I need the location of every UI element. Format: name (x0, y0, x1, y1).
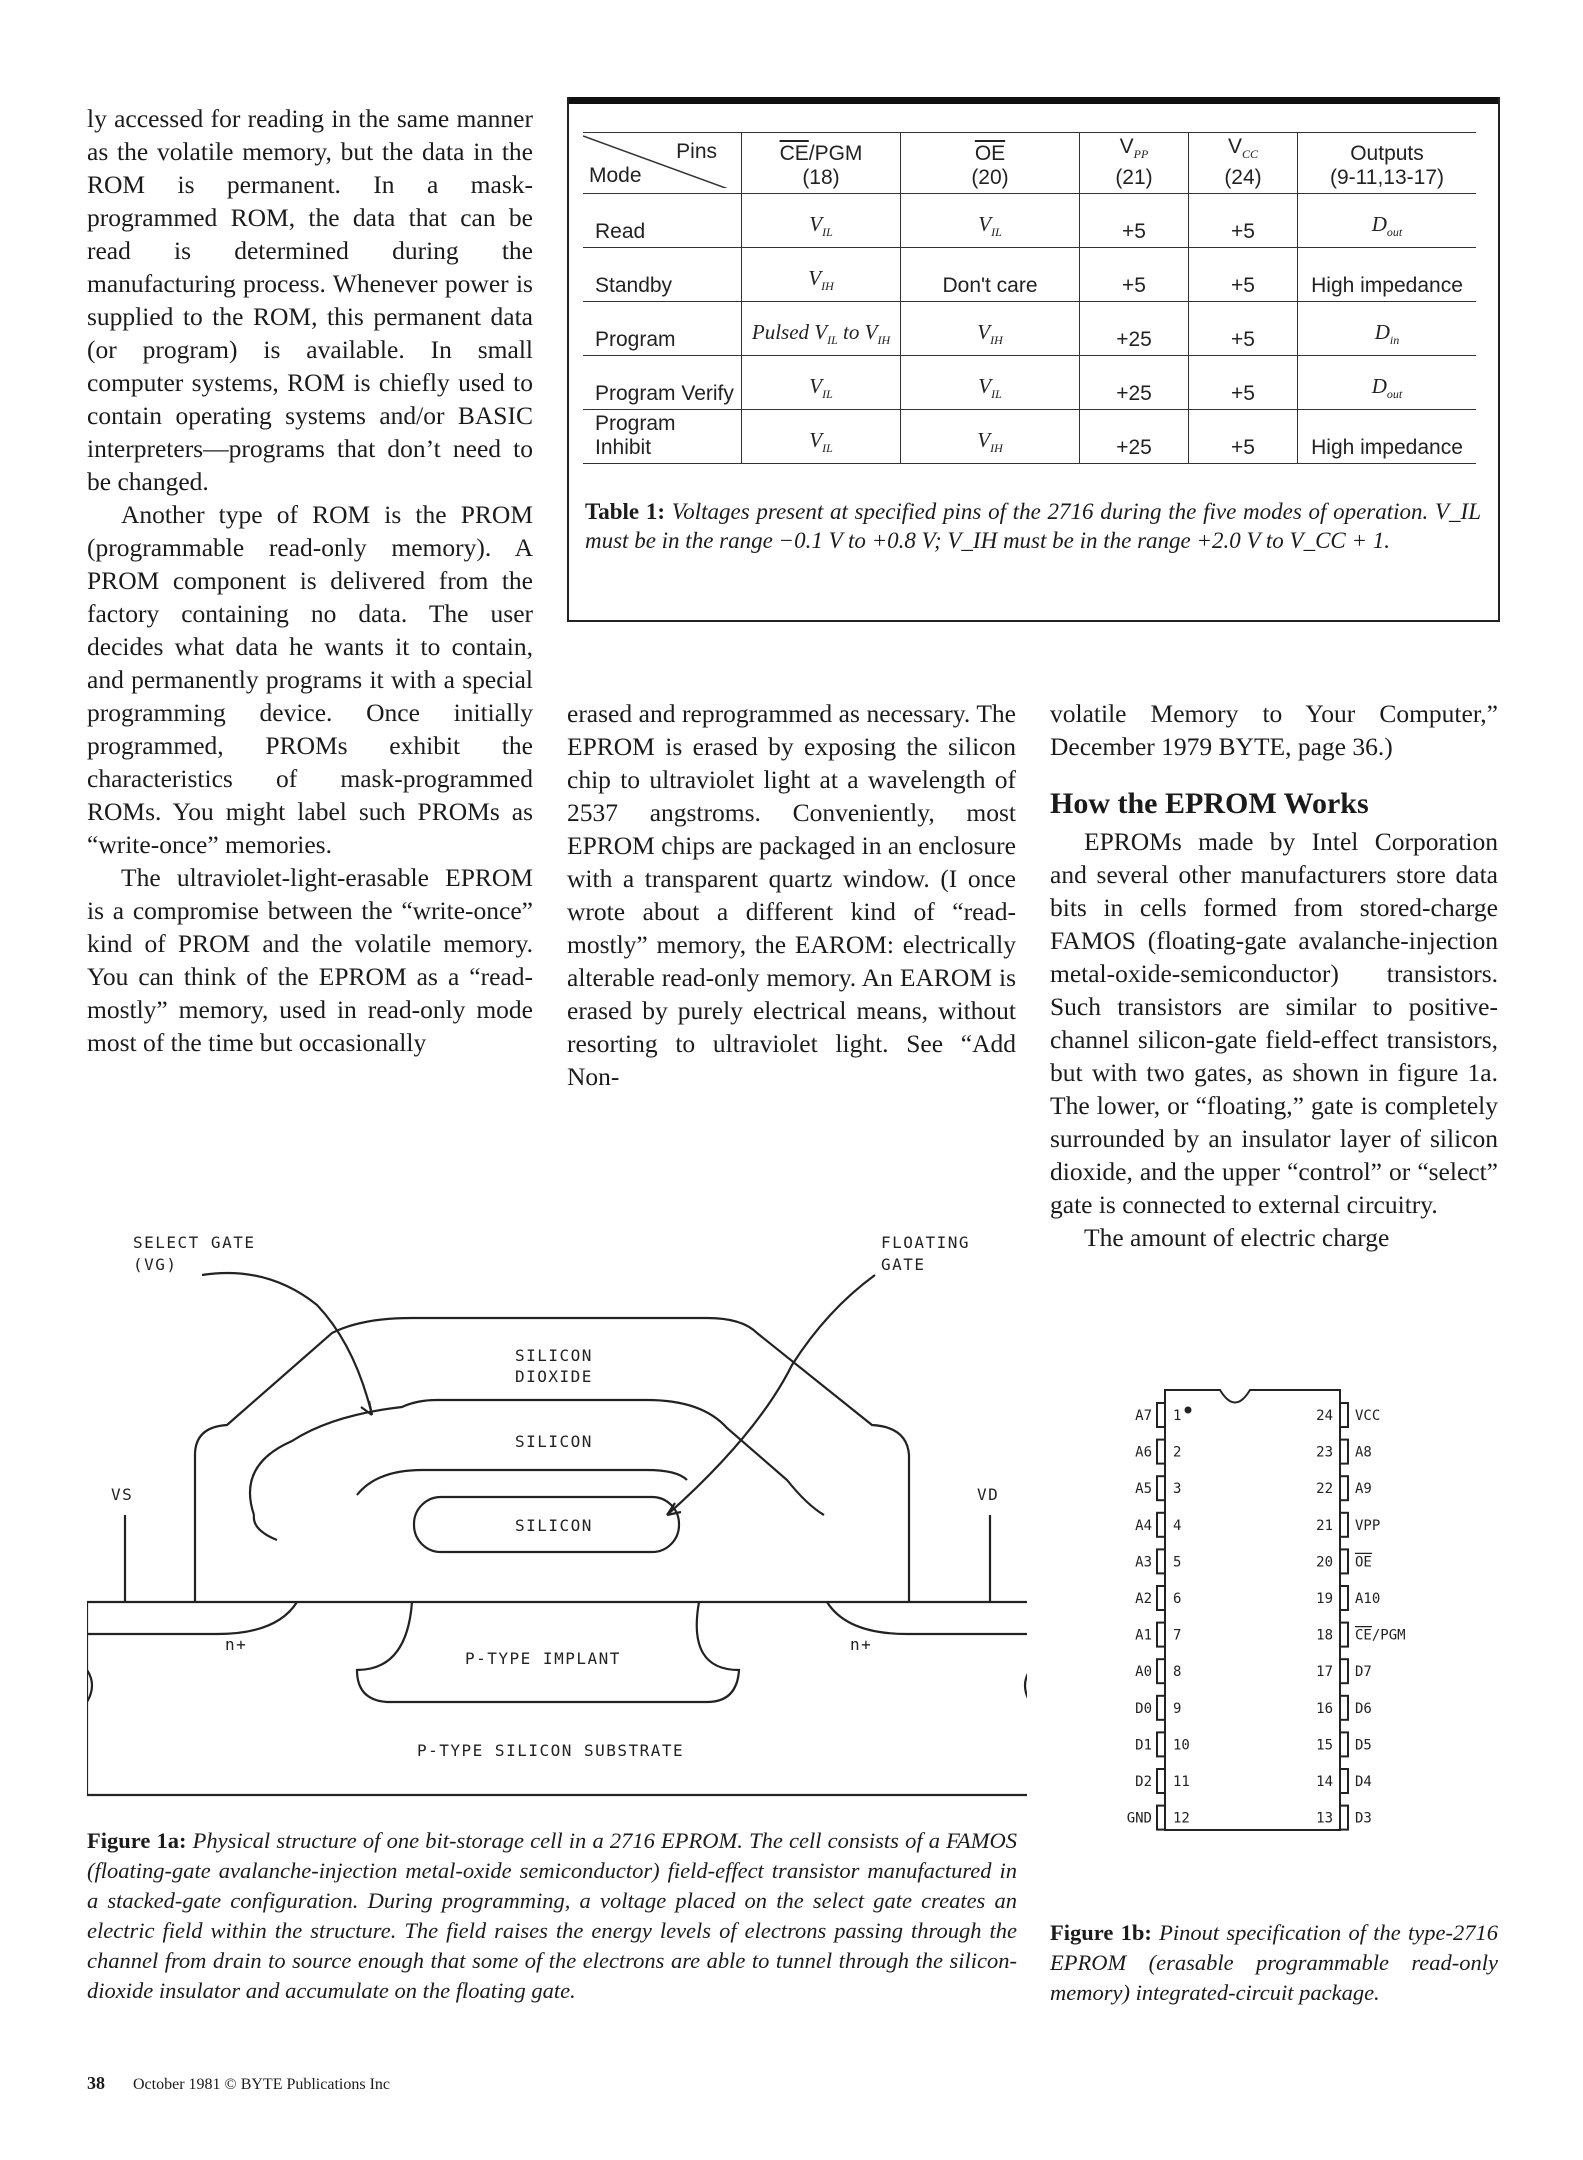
cell-vpp: +25 (1080, 302, 1189, 356)
header-pgm-label: /PGM (808, 142, 863, 166)
cell-oe: $V_{IL}$ (901, 194, 1080, 248)
pin-name: GND (1126, 1810, 1152, 1827)
pin-number: 24 (1316, 1408, 1333, 1424)
figure-1b-label: Figure 1b: (1050, 1920, 1152, 1945)
paragraph: Another type of ROM is the PROM (programmable read-only memory). A PROM component is delivered from the factory containing no data. The user decides what data he wants it to contain, and permanently programs it with a special programming device. Once initially programmed, PROMs exhibit the characteristics of mask-programmed ROMs. You might label such PROMs as “write-once” memories. (87, 500, 533, 859)
cell-oe: $V_{IL}$ (901, 356, 1080, 410)
pin-number: 8 (1173, 1664, 1182, 1681)
pin-name: A2 (1135, 1591, 1152, 1607)
cell-ce: $V_{IL}$ (742, 356, 901, 410)
column-3 (1050, 697, 1498, 1254)
pin-right (1340, 1513, 1348, 1537)
table-row (583, 356, 1476, 410)
table-caption-text: Voltages present at specified pins of the 2716 during the five modes of operation. V_IL must be in the range −0.1 V to +0.8 V; V_IH must be in the range +2.0 V to V_CC + 1. (585, 499, 1481, 553)
pin-left (1157, 1623, 1165, 1647)
pin-left (1157, 1586, 1165, 1610)
pin-number: 2 (1173, 1444, 1182, 1461)
cell-vcc: +5 (1189, 248, 1298, 302)
pin-name: D7 (1355, 1664, 1372, 1681)
pin-name: D0 (1135, 1700, 1152, 1717)
pin-name: A5 (1135, 1481, 1152, 1498)
section-heading: How the EPROM Works (1050, 787, 1369, 820)
cell-oe: $V_{IH}$ (901, 302, 1080, 356)
cell-out: $D_{out}$ (1298, 356, 1477, 410)
pin-name: A9 (1355, 1481, 1372, 1498)
corner-pins: Pins (676, 140, 717, 164)
pin-right (1340, 1623, 1348, 1647)
pin-number: 9 (1173, 1700, 1182, 1717)
table-caption-label: Table 1: (585, 499, 665, 524)
famos-cell-diagram (87, 1215, 1027, 1815)
pin-name: VCC (1355, 1408, 1381, 1424)
pin-name: A8 (1355, 1444, 1372, 1461)
pin-number: 13 (1316, 1810, 1333, 1827)
select-gate-inner (357, 1470, 687, 1495)
paragraph: volatile Memory to Your Computer,” December 1979 BYTE, page 36.) (1050, 699, 1498, 761)
voltage-table (583, 132, 1476, 464)
figure-1a-caption (87, 1826, 1017, 2006)
table-row (583, 302, 1476, 356)
silicon-dioxide-label-2: DIOXIDE (515, 1367, 593, 1386)
cell-out: High impedance (1298, 248, 1477, 302)
right-pins (1316, 1403, 1405, 1830)
floating-gate-pointer (667, 1275, 875, 1515)
pin-number: 23 (1316, 1444, 1333, 1461)
cell-vpp: +5 (1080, 194, 1189, 248)
pin-number: 6 (1173, 1591, 1182, 1607)
cell-vcc: +5 (1189, 302, 1298, 356)
pin-left (1157, 1732, 1165, 1756)
header-outputs: Outputs (9-11,13-17) (1298, 133, 1477, 194)
pin-number: 4 (1173, 1517, 1182, 1534)
ic-package (1165, 1390, 1340, 1830)
pin-left (1157, 1476, 1165, 1500)
figure-1a-label: Figure 1a: (87, 1828, 187, 1853)
left-pins (1127, 1403, 1190, 1830)
corner-mode: Mode (589, 164, 642, 188)
pin-right (1340, 1403, 1348, 1427)
pinout-diagram (1095, 1375, 1475, 1875)
pin-right (1340, 1586, 1348, 1610)
paragraph: The ultraviolet-light-erasable EPROM is a compromise between the “write-once” kind of PROM and the volatile memory. You can think of the EPROM as a “read-mostly” memory, used in read-only mode most of the time but occasionally (87, 863, 533, 1057)
cell-ce: Pulsed $V_{IL}$ to $V_{IH}$ (742, 302, 901, 356)
cell-mode: Read (583, 194, 742, 248)
pin-right (1340, 1732, 1348, 1756)
pin-number: 1 (1173, 1408, 1182, 1424)
vs-label: VS (111, 1485, 134, 1504)
paragraph: erased and reprogrammed as necessary. The EPROM is erased by exposing the silicon chip to ultraviolet light at a wavelength of 2537 angstroms. Conveniently, most EPROM chips are packaged in an enclosure with a transparent quartz window. (I once wrote about a different kind of “read-mostly” memory, the EAROM: electrically alterable read-only memory. An EAROM is erased by purely electrical means, without resorting to ultraviolet light. See “Add Non- (567, 699, 1016, 1091)
pin-left (1157, 1659, 1165, 1683)
cell-oe: $V_{IH}$ (901, 410, 1080, 464)
cell-out: High impedance (1298, 410, 1477, 464)
cell-out: $D_{out}$ (1298, 194, 1477, 248)
cell-mode: Program Verify (583, 356, 742, 410)
pin-name: CE/PGM (1355, 1627, 1406, 1644)
pin-left (1157, 1806, 1165, 1830)
header-pin: (20) (971, 166, 1009, 190)
header-ce-pgm (742, 133, 901, 194)
cell-vcc: +5 (1189, 194, 1298, 248)
pin-name: D5 (1355, 1737, 1372, 1754)
pin-right (1340, 1476, 1348, 1500)
pin-number: 7 (1173, 1627, 1182, 1644)
n-plus-left (87, 1602, 297, 1634)
cell-vpp: +25 (1080, 410, 1189, 464)
pin-number: 19 (1316, 1591, 1333, 1607)
table-row (583, 194, 1476, 248)
paragraph: ly accessed for reading in the same manner as the volatile memory, but the data in the ROM is permanent. In a mask-programmed ROM, the data that can be read is determined during the manufacturing process. Whenever power is supplied to the ROM, this permanent data (or program) is available. In small computer systems, ROM is chiefly used to contain operating systems and/or BASIC interpreters—programs that don’t need to be changed. (87, 104, 533, 496)
vd-label: VD (977, 1485, 1000, 1504)
pin-number: 20 (1316, 1554, 1333, 1571)
cell-mode: Standby (583, 248, 742, 302)
n-plus-right (827, 1602, 1027, 1634)
n-left-label: n+ (225, 1635, 248, 1654)
pin-number: 18 (1316, 1627, 1333, 1644)
pin-number: 12 (1173, 1810, 1190, 1827)
header-ce-label: $\overline{CE}$ (779, 142, 809, 166)
figure-1b-text: Pinout specification of the type-2716 EPROM (erasable programmable read-only memory) integrated-circuit package. (1050, 1920, 1498, 2005)
cell-vcc: +5 (1189, 410, 1298, 464)
cell-vcc: +5 (1189, 356, 1298, 410)
cell-ce: $V_{IH}$ (742, 248, 901, 302)
header-pin: (21) (1115, 166, 1153, 190)
pin-name: D2 (1135, 1774, 1152, 1790)
pin-name: A3 (1135, 1554, 1152, 1571)
cell-mode: Program (583, 302, 742, 356)
table-row (583, 410, 1476, 464)
paragraph: The amount of electric charge (1084, 1223, 1390, 1252)
pin-name: A1 (1135, 1627, 1152, 1644)
n-right-label: n+ (850, 1635, 873, 1654)
pin-name: VPP (1355, 1517, 1381, 1534)
select-gate-pointer (202, 1273, 372, 1415)
header-oe-label: $\overline{OE}$ (974, 142, 1006, 166)
cell-ce: $V_{IL}$ (742, 410, 901, 464)
pin-number: 14 (1316, 1774, 1333, 1790)
silicon-bottom-label: SILICON (515, 1516, 593, 1535)
paragraph: EPROMs made by Intel Corporation and several other manufacturers store data bits in cells formed from stored-charge FAMOS (floating-gate avalanche-injection metal-oxide-semiconductor) transistors. Such transistors are similar to positive-channel silicon-gate field-effect transistors, but with two gates, as shown in figure 1a. The lower, or “floating,” gate is completely surrounded by an insulator layer of silicon dioxide, and the upper “control” or “select” gate is connected to external circuitry. (1050, 827, 1498, 1219)
column-1 (87, 102, 533, 1059)
pin-right (1340, 1806, 1348, 1830)
select-gate-shape (254, 1515, 277, 1540)
pin-number: 5 (1173, 1554, 1182, 1571)
pin-number: 10 (1173, 1737, 1190, 1754)
pin-number: 3 (1173, 1481, 1182, 1498)
header-vpp: $V_{PP}$ (21) (1080, 133, 1189, 194)
pin-number: 22 (1316, 1481, 1333, 1498)
p-implant-label: P-TYPE IMPLANT (465, 1649, 621, 1668)
break-mark (1025, 1670, 1027, 1702)
silicon-top-label: SILICON (515, 1432, 593, 1451)
figure-1a-text: Physical structure of one bit-storage cell in a 2716 EPROM. The cell consists of a FAMOS (floating-gate avalanche-injection metal-oxide semiconductor) field-effect transistor manufactured in a stacked-gate configuration. During programming, a voltage placed on the select gate creates an electric field within the structure. The field raises the energy levels of electrons passing through the channel from drain to source enough that some of the electrons are able to tunnel through the silicon-dioxide insulator and accumulate on the floating gate. (87, 1828, 1017, 2003)
table-corner-header (583, 133, 742, 194)
pin-name: D3 (1355, 1810, 1372, 1827)
silicon-dioxide-label-1: SILICON (515, 1346, 593, 1365)
header-vcc: $V_{CC}$ (24) (1189, 133, 1298, 194)
pin-left (1157, 1769, 1165, 1793)
pin-left (1157, 1403, 1165, 1427)
pin-right (1340, 1440, 1348, 1464)
pin-number: 16 (1316, 1700, 1333, 1717)
cell-ce: $V_{IL}$ (742, 194, 901, 248)
pin-right (1340, 1696, 1348, 1720)
cell-out: $D_{in}$ (1298, 302, 1477, 356)
pin-left (1157, 1513, 1165, 1537)
header-pin: (24) (1224, 166, 1262, 190)
page-number: 38 (87, 2073, 105, 2093)
p-substrate-label: P-TYPE SILICON SUBSTRATE (417, 1741, 685, 1760)
pin-name: A7 (1135, 1408, 1152, 1424)
pin-number: 11 (1173, 1774, 1190, 1790)
pin-name: D1 (1135, 1737, 1152, 1754)
pin-left (1157, 1549, 1165, 1573)
select-gate-label: SELECT GATE (133, 1233, 256, 1252)
floating-label: FLOATING (881, 1233, 971, 1252)
pin-right (1340, 1769, 1348, 1793)
table-caption (585, 497, 1481, 555)
gate-label: GATE (881, 1255, 926, 1274)
pin-name: A4 (1135, 1517, 1152, 1534)
pin-name: D6 (1355, 1700, 1372, 1717)
column-2 (567, 697, 1016, 1093)
pin-left (1157, 1696, 1165, 1720)
pin-left (1157, 1440, 1165, 1464)
pin-name: A0 (1135, 1664, 1152, 1681)
header-pin: (9-11,13-17) (1329, 166, 1444, 190)
figure-1b-caption (1050, 1918, 1498, 2008)
pin-right (1340, 1659, 1348, 1683)
pin-name: OE (1355, 1554, 1372, 1571)
pin-number: 17 (1316, 1664, 1333, 1681)
table-row (583, 248, 1476, 302)
cell-oe: Don't care (901, 248, 1080, 302)
footer-text: October 1981 © BYTE Publications Inc (133, 2076, 390, 2093)
vg-label: (VG) (133, 1255, 178, 1274)
header-pin: (18) (802, 166, 840, 190)
page-footer (87, 2073, 390, 2094)
pin-right (1340, 1549, 1348, 1573)
pin-name: A6 (1135, 1444, 1152, 1461)
pin-name: A10 (1355, 1591, 1381, 1607)
header-oe (901, 133, 1080, 194)
substrate-outline (87, 1602, 1027, 1795)
cell-mode: Program Inhibit (583, 410, 742, 464)
pin-name: D4 (1355, 1774, 1372, 1790)
cell-vpp: +25 (1080, 356, 1189, 410)
pin1-dot (1186, 1408, 1191, 1413)
pin-number: 21 (1316, 1517, 1333, 1534)
pin-number: 15 (1316, 1737, 1333, 1754)
table-body (583, 194, 1476, 464)
cell-vpp: +5 (1080, 248, 1189, 302)
